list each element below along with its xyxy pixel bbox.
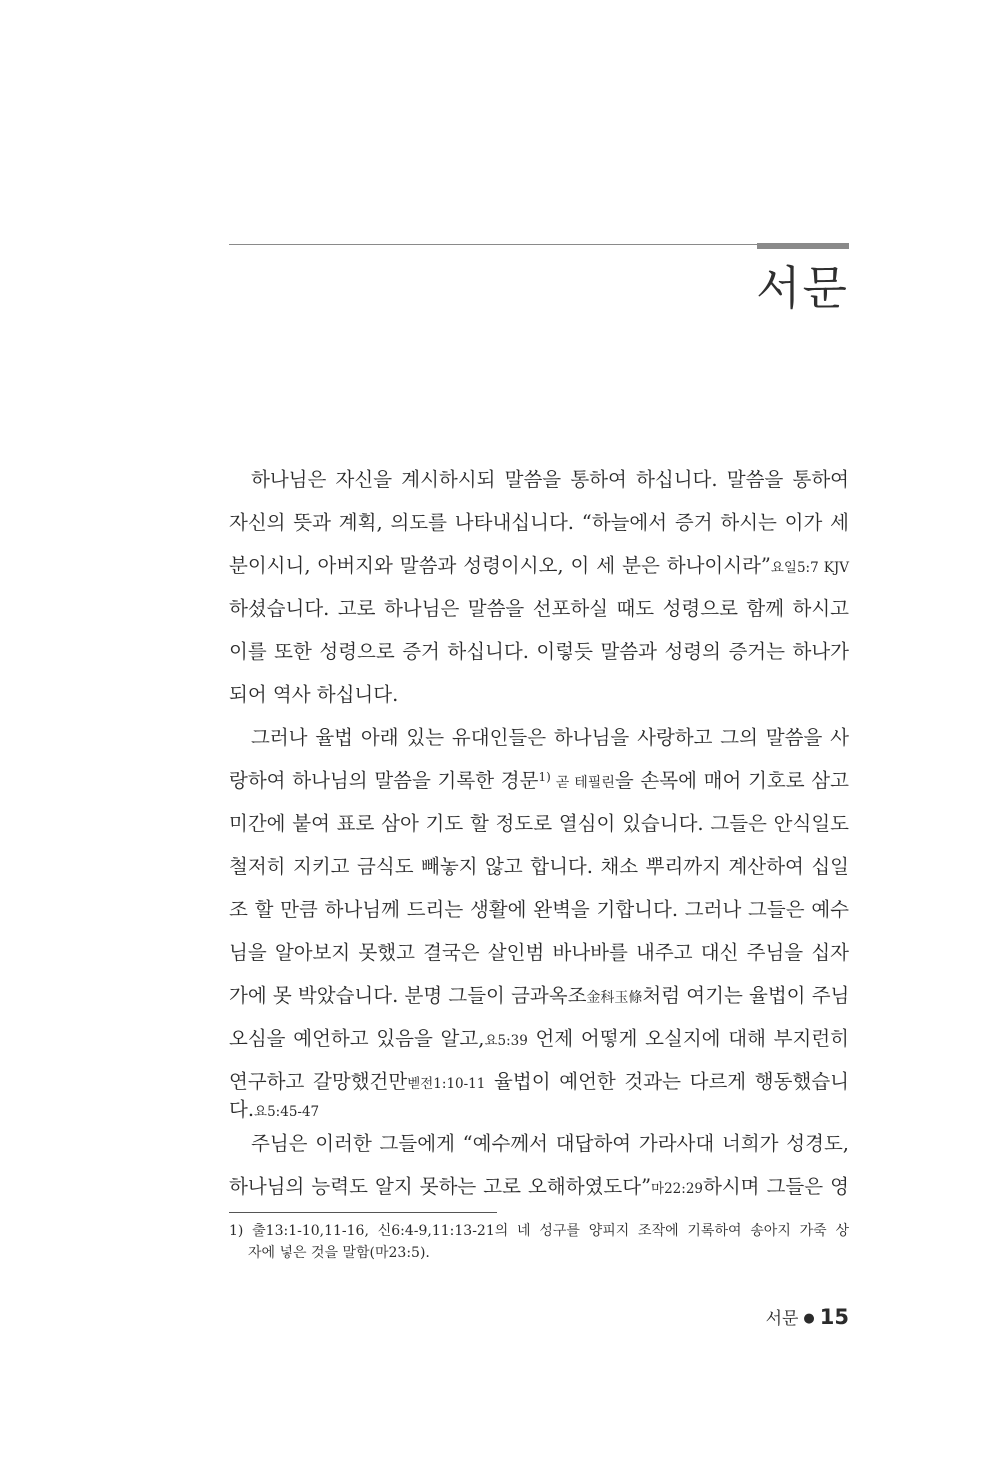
paragraph-2-line-5: 조 할 만큼 하나님께 드리는 생활에 완벽을 기합니다. 그러나 그들은 예수 <box>229 898 849 921</box>
paragraph-2-line-1: 그러나 율법 아래 있는 유대인들은 하나님을 사랑하고 그의 말씀을 사 <box>251 726 849 749</box>
paragraph-3-line-2 <box>229 1169 849 1205</box>
paragraph-1-line-5: 이를 또한 성령으로 증거 하십니다. 이렇듯 말씀과 성령의 증거는 하나가 <box>229 640 849 663</box>
paragraph-1-line-2: 자신의 뜻과 계획, 의도를 나타내십니다. “하늘에서 증거 하시는 이가 세 <box>229 511 849 534</box>
heading-rule-accent <box>757 243 849 249</box>
footnote-rule <box>229 1212 497 1213</box>
inline-gloss: 곧 테필린 <box>550 775 615 791</box>
paragraph-3-line-1: 주님은 이러한 그들에게 “예수께서 대답하여 가라사대 너희가 성경도, <box>251 1132 849 1155</box>
paragraph-2-line-6: 님을 알아보지 못했고 결국은 살인범 바나바를 내주고 대신 주님을 십자 <box>229 941 849 964</box>
line-text: 율법이 예언한 것과는 다르게 행동했습니 <box>485 1070 849 1093</box>
paragraph-1-line-1: 하나님은 자신을 계시하시되 말씀을 통하여 하십니다. 말씀을 통하여 <box>251 468 849 491</box>
line-text: 하시며 그들은 영 <box>703 1175 849 1198</box>
paragraph-1-line-4: 하셨습니다. 고로 하나님은 말씀을 선포하실 때도 성령으로 함께 하시고 <box>229 597 849 620</box>
scripture-reference: 요일5:7 KJV <box>770 560 849 576</box>
line-text: 가에 못 박았습니다. 분명 그들이 금과옥조 <box>229 984 587 1007</box>
scripture-reference: 요5:39 <box>484 1033 528 1049</box>
paragraph-2-line-8 <box>229 1021 849 1057</box>
line-text: 다. <box>229 1098 255 1121</box>
hanja-gloss: 金科玉條 <box>586 990 643 1006</box>
line-text: 랑하여 하나님의 말씀을 기록한 경문 <box>229 769 539 792</box>
paragraph-1-line-6: 되어 역사 하십니다. <box>229 683 399 706</box>
heading-rule-thin <box>229 244 757 245</box>
scripture-reference: 요5:45-47 <box>254 1104 320 1120</box>
page-number: 15 <box>819 1305 849 1329</box>
line-text: 처럼 여기는 율법이 주님 <box>642 984 850 1007</box>
paragraph-1-line-3 <box>229 548 849 584</box>
line-text: 오심을 예언하고 있음을 알고, <box>229 1027 485 1050</box>
paragraph-2-line-10 <box>229 1092 849 1128</box>
page-folio <box>766 1304 849 1329</box>
line-text: 을 손목에 매어 기호로 삼고 <box>614 769 849 792</box>
scripture-reference: 벧전1:10-11 <box>407 1076 486 1092</box>
footnote-line-2: 자에 넣은 것을 말함(마23:5). <box>248 1245 430 1261</box>
scripture-reference: 마22:29 <box>651 1181 703 1197</box>
line-text: 분이시니, 아버지와 말씀과 성령이시오, 이 세 분은 하나이시라” <box>229 554 771 577</box>
paragraph-2-line-7 <box>229 978 849 1014</box>
footnote-marker: 1) <box>538 770 551 784</box>
paragraph-2-line-3: 미간에 붙여 표로 삼아 기도 할 정도로 열심이 있습니다. 그들은 안식일도 <box>229 812 849 835</box>
line-text: 하나님의 능력도 알지 못하는 고로 오해하였도다” <box>229 1175 652 1198</box>
line-text: 연구하고 갈망했건만 <box>229 1070 408 1093</box>
line-text: 언제 어떻게 오실지에 대해 부지런히 <box>527 1027 849 1050</box>
footnote-line-1: 1) 출13:1-10,11-16, 신6:4-9,11:13-21의 네 성구를 양피지 조작에 기록하여 송아지 가죽 상 <box>229 1223 849 1239</box>
chapter-title: 서문 <box>756 261 849 315</box>
paragraph-2-line-2 <box>229 763 849 799</box>
folio-section: 서문 <box>765 1309 799 1329</box>
paragraph-2-line-4: 철저히 지키고 금식도 빼놓지 않고 합니다. 채소 뿌리까지 계산하여 십일 <box>229 855 849 878</box>
bullet-icon: ● <box>803 1311 815 1326</box>
